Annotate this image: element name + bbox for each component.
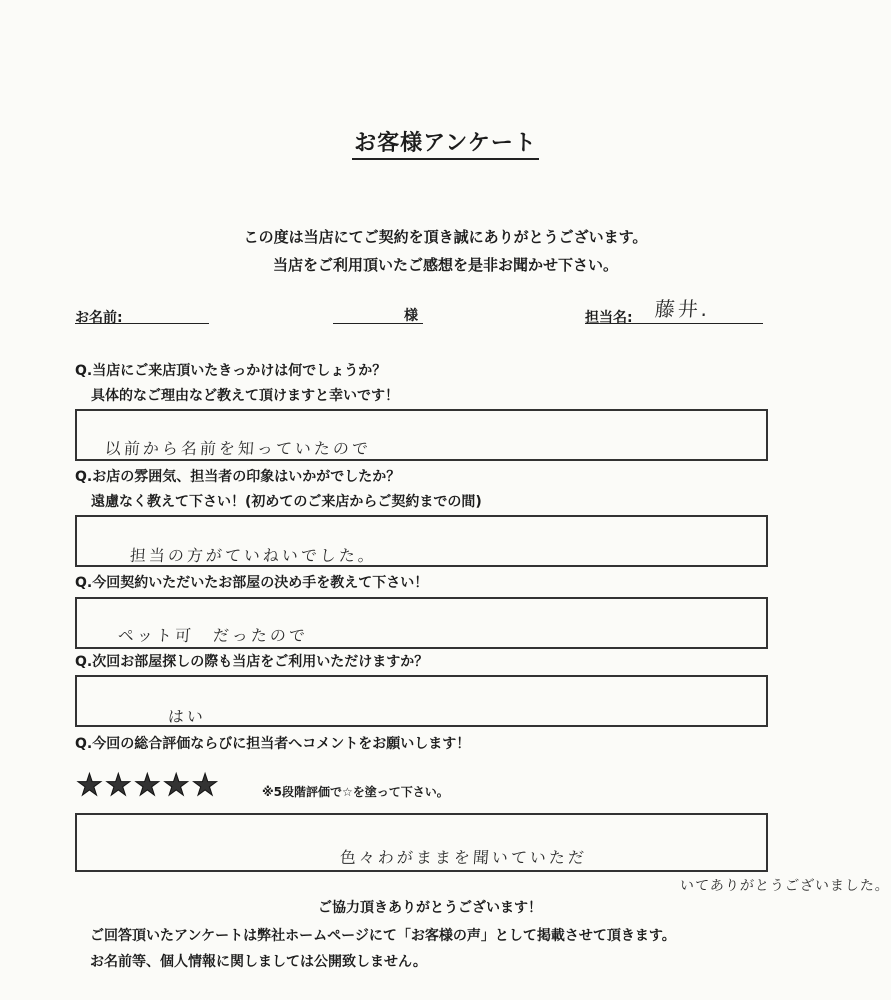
question-2-line-1: Q.お店の雰囲気、担当者の印象はいかがでしたか？ <box>75 469 401 485</box>
star-4-icon: ★ <box>162 768 192 803</box>
star-2-icon: ★ <box>104 768 134 803</box>
answer-1-handwritten: 以前から名前を知っていたので <box>104 439 372 458</box>
question-3-line-1: Q.今回契約いただいたお部屋の決め手を教えて下さい！ <box>75 575 429 591</box>
star-1-icon: ★ <box>76 768 105 803</box>
rating-stars <box>76 768 221 803</box>
intro-line-2: 当店をご利用頂いたご感想を是非お聞かせ下さい。 <box>272 256 618 274</box>
footer-thanks: ご協力頂きありがとうございます！ <box>318 900 542 916</box>
staff-name-handwritten: 藤井. <box>654 297 712 321</box>
rating-note: ※5段階評価で☆を塗って下さい。 <box>262 785 449 799</box>
footer-line-2: お名前等、個人情報に関しましては公開致しません。 <box>90 954 427 970</box>
answer-3-handwritten: ペット可 だったので <box>117 626 309 645</box>
honorific-label: 様 <box>404 308 418 324</box>
answer-5-line-1-handwritten: 色々わがままを聞いていただ <box>339 848 588 867</box>
name-underline <box>75 323 209 324</box>
question-1-line-2: 具体的なご理由など教えて頂けますと幸いです！ <box>91 388 399 404</box>
answer-5-line-2-handwritten: いてありがとうございました。 <box>679 878 891 894</box>
footer-line-1: ご回答頂いたアンケートは弊社ホームページにて「お客様の声」として掲載させて頂きます。 <box>90 928 676 944</box>
star-3-icon: ★ <box>133 768 163 803</box>
staff-label: 担当名: <box>585 310 633 326</box>
question-1-line-1: Q.当店にご来店頂いたきっかけは何でしょうか？ <box>75 363 387 379</box>
question-2-line-2: 遠慮なく教えて下さい！(初めてのご来店からご契約までの間) <box>91 494 482 510</box>
intro-line-1: この度は当店にてご契約を頂き誠にありがとうございます。 <box>243 228 648 246</box>
survey-title: お客様アンケート <box>0 126 891 157</box>
answer-4-handwritten: はい <box>167 707 207 726</box>
answer-2-handwritten: 担当の方がていねいでした。 <box>129 546 378 565</box>
staff-underline <box>585 323 763 324</box>
question-5-line-1: Q.今回の総合評価ならびに担当者へコメントをお願いします！ <box>75 736 471 752</box>
question-4-line-1: Q.次回お部屋探しの際も当店をご利用いただけますか？ <box>75 654 429 670</box>
name-label: お名前: <box>75 310 123 326</box>
star-5-icon: ★ <box>191 768 221 803</box>
